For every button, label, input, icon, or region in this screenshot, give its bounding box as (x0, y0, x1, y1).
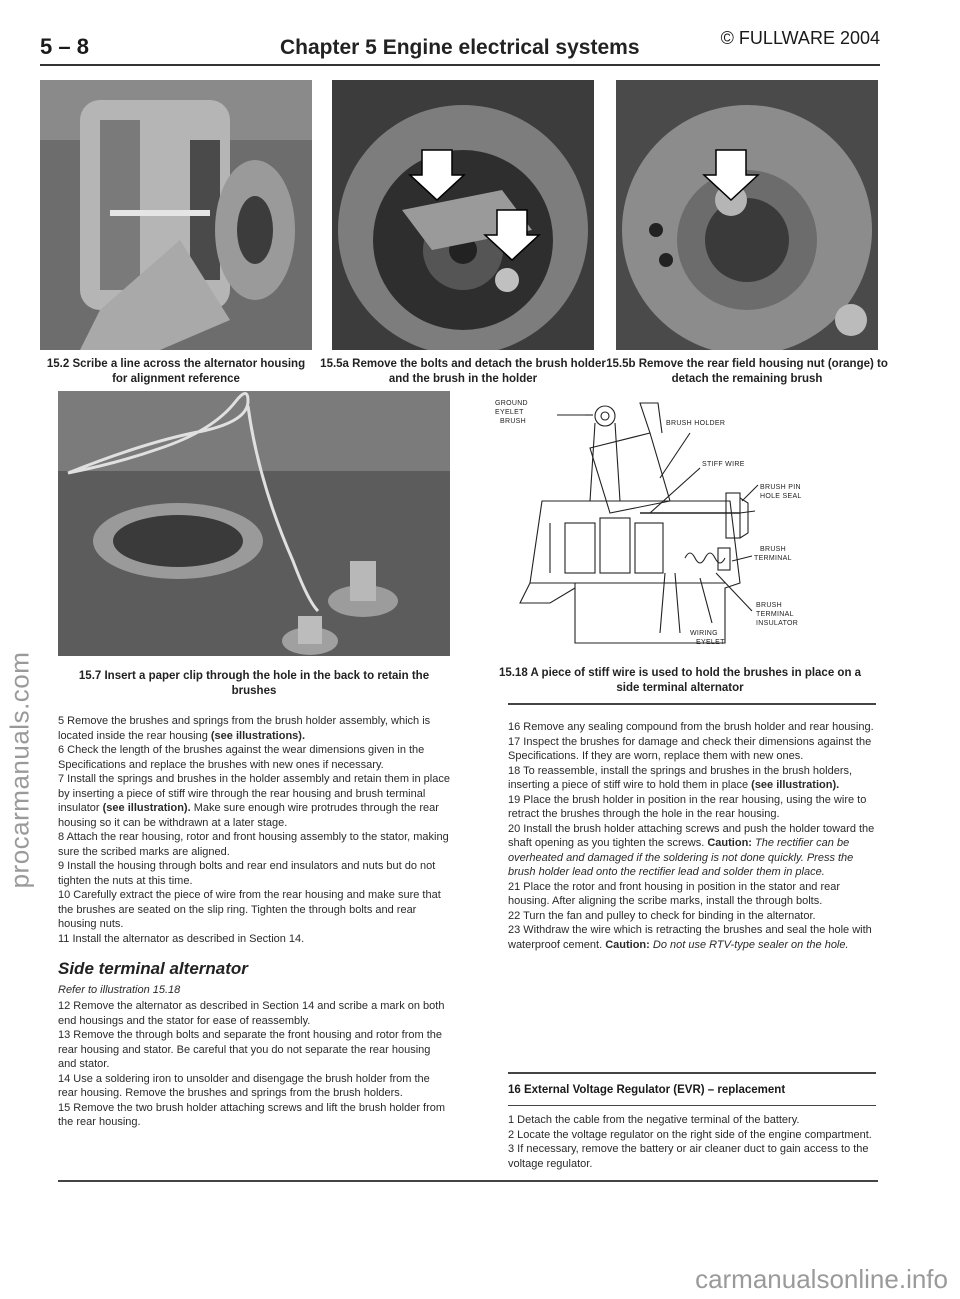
caption-15-18: 15.18 A piece of stiff wire is used to hold the brushes in place on a side terminal alternator (498, 667, 862, 694)
bottom-watermark: carmanualsonline.info (695, 1264, 948, 1294)
caption-15-5b: 15.5b Remove the rear field housing nut (orange) to detach the remaining brush (606, 358, 888, 385)
photo-alternator-housing (40, 80, 312, 350)
left-text-column (58, 714, 450, 1130)
evr-step-3: 3 If necessary, remove the battery or air cleaner duct to gain access to the voltage regulator. (508, 1143, 869, 1170)
photo-rear-field-housing-nut-image (616, 80, 878, 350)
side-watermark-text: procarmanuals.com (4, 651, 35, 889)
evr-step-1: 1 Detach the cable from the negative terminal of the battery. (508, 1114, 800, 1126)
photo-brush-holder-bolts-image (332, 80, 594, 350)
step-21: 21 Place the rotor and front housing in position in the stator and rear housing. After aligning the scribe marks, install the through bolts. (508, 880, 841, 908)
copyright-notice: © FULLWARE 2004 (720, 28, 880, 48)
label-terminal-1: TERMINAL (754, 555, 792, 562)
step-8: 8 Attach the rear housing, rotor and front housing assembly to the stator, making sure the scribed marks are aligned. (58, 831, 449, 858)
step-18: 18 To reassemble, install the springs and brushes in the brush holders, inserting a piece of stiff wire to hold them in place (see illustration). (508, 764, 853, 792)
diagram-side-terminal-brush-holder (490, 393, 870, 658)
section16-bottom-rule (508, 1105, 876, 1106)
label-eyelet-2: EYELET (696, 639, 725, 646)
step-23: 23 Withdraw the wire which is retracting the brushes and seal the hole with waterproof cement. Caution: Do not use RTV-type sealer on the hole. (508, 924, 872, 951)
header-rule (40, 64, 880, 66)
section16-top-rule (508, 1072, 876, 1074)
evr-step-2: 2 Locate the voltage regulator on the right side of the engine compartment. (508, 1128, 872, 1141)
side-watermark (2, 560, 38, 980)
caption-15-5a: 15.5a Remove the bolts and detach the brush holder and the brush in the holder (320, 358, 606, 385)
chapter-title: Chapter 5 Engine electrical systems (280, 36, 640, 59)
figure-divider (508, 703, 876, 705)
page-header (40, 28, 880, 66)
step-15: 15 Remove the two brush holder attaching screws and lift the brush holder from the rear housing. (58, 1101, 446, 1129)
section-heading-side-terminal: Side terminal alternator (58, 959, 248, 979)
brush-holder-line-drawing (490, 393, 870, 658)
step-13: 13 Remove the through bolts and separate the front housing and rotor from the rear housing and stator. Be careful that you do not separate the rear housing and stator. (58, 1029, 443, 1071)
label-brush-pin: BRUSH PIN (760, 484, 801, 491)
photo-paper-clip-retainer (58, 391, 450, 656)
step-10: 10 Carefully extract the piece of wire from the rear housing and make sure that the brushes are seated on the slip ring. Tighten the through bolts and rear housing nuts. (58, 889, 441, 931)
section-reference: Refer to illustration 15.18 (58, 983, 181, 996)
label-terminal-2: TERMINAL (756, 611, 794, 618)
label-ground: GROUND (495, 400, 528, 407)
section16-text (508, 1113, 876, 1171)
step-16: 16 Remove any sealing compound from the brush holder and rear housing. (508, 721, 874, 733)
caption-15-2: 15.2 Scribe a line across the alternator housing for alignment reference (46, 358, 306, 385)
label-brush: BRUSH (500, 418, 527, 425)
label-stiff-wire: STIFF WIRE (702, 461, 745, 468)
caption-15-7: 15.7 Insert a paper clip through the hole in the back to retain the brushes (78, 670, 430, 697)
label-brush-holder: BRUSH HOLDER (666, 420, 726, 427)
label-hole-seal: HOLE SEAL (760, 493, 802, 500)
photo-rear-field-housing-nut (616, 80, 878, 350)
step-22: 22 Turn the fan and pulley to check for binding in the alternator. (508, 909, 816, 922)
step-19: 19 Place the brush holder in position in the rear housing, using the wire to retract the brushes through the hole in the rear housing. (508, 793, 867, 821)
step-9: 9 Install the housing through bolts and rear end insulators and nuts but do not tighten the nuts at this time. (58, 860, 436, 887)
label-brush-terminal-2: BRUSH (756, 602, 783, 609)
label-wiring: WIRING (690, 630, 718, 637)
step-7: 7 Install the springs and brushes in the holder assembly and retain them in place by inserting a piece of stiff wire through the rear housing and brush terminal insulator (see illustration). Make sure enough wire protrudes through the rear housing so it can be withdrawn at a later stage. (58, 773, 450, 829)
right-text-column (508, 720, 876, 952)
step-17: 17 Inspect the brushes for damage and check their dimensions against the Specifications. If they are worn, replace them with new ones. (508, 735, 872, 763)
step-6: 6 Check the length of the brushes against the wear dimensions given in the Specifications and replace the brushes with new ones if necessary. (58, 744, 425, 771)
label-insulator: INSULATOR (756, 620, 799, 627)
page-number: 5 – 8 (40, 34, 89, 59)
photo-brush-holder-bolts (332, 80, 594, 350)
step-12: 12 Remove the alternator as described in Section 14 and scribe a mark on both end housings and the stator for ease of reassembly. (58, 1000, 445, 1027)
label-eyelet: EYELET (495, 409, 524, 416)
step-11: 11 Install the alternator as described in Section 14. (58, 932, 305, 945)
step-14: 14 Use a soldering iron to unsolder and disengage the brush holder from the rear housing. Remove the brushes and springs from the brush holders. (58, 1072, 430, 1100)
step-20: 20 Install the brush holder attaching screws and push the holder toward the shaft opening as you tighten the screws. Caution: The rectifier can be overheated and damaged if the soldering is not done quickly. Press the brush holder lead onto the rectifier lead and solder them in place. (508, 822, 875, 879)
section16-title: 16 External Voltage Regulator (EVR) – replacement (508, 1084, 786, 1096)
step-5: 5 Remove the brushes and springs from the brush holder assembly, which is located inside the rear housing (see illustrations). (58, 715, 431, 742)
photo-paper-clip-retainer-image (58, 391, 450, 656)
label-brush-terminal-1: BRUSH (760, 546, 787, 553)
footer-rule (58, 1180, 878, 1182)
photo-alternator-housing-image (40, 80, 312, 350)
